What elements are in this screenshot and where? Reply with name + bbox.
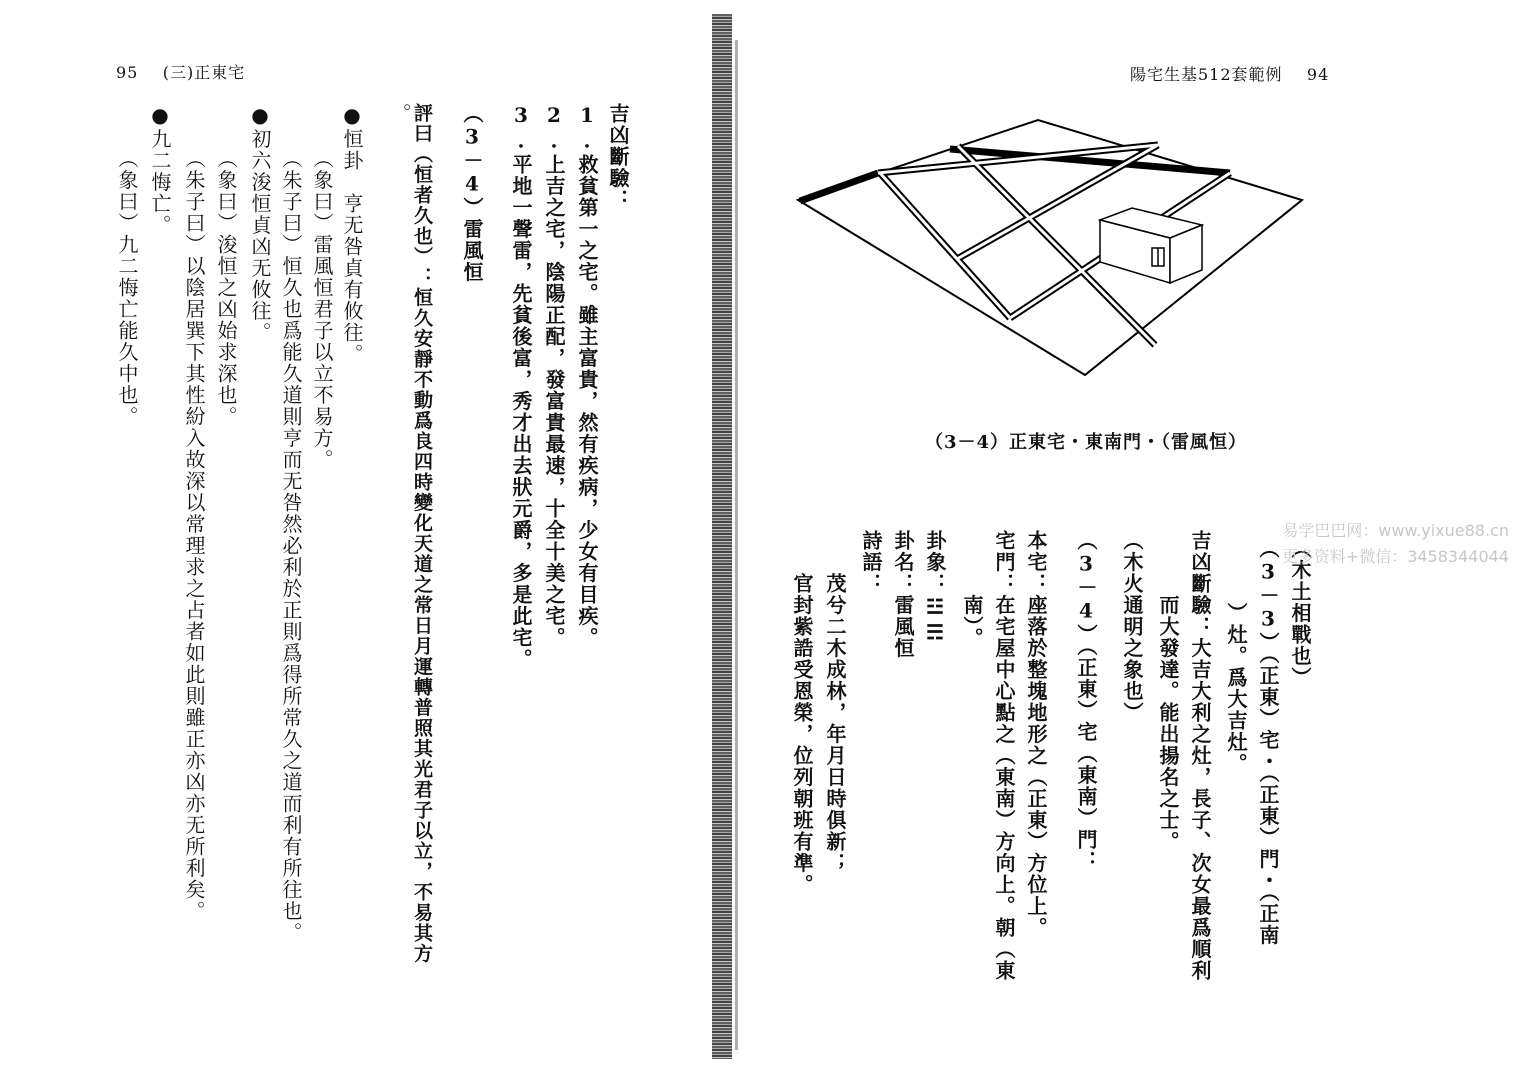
right-page-header [1130, 62, 1329, 85]
text-column: 2.上吉之宅，陰陽正配，發富貴最速，十全十美之宅。 [542, 103, 566, 649]
text-column: （朱子曰）恒久也爲能久道則亨而无咎然必利於正則爲得所常久之道而利有所往也。 [279, 148, 303, 944]
text-column: 吉凶斷驗： [606, 103, 630, 211]
text-column: 詩語： [859, 530, 883, 595]
text-column: （3－3）（正東）宅・（正東）門・（正南 [1256, 538, 1280, 946]
text-column: （象曰）雷風恒君子以立不易方。 [310, 148, 334, 471]
house-site-grid-diagram [790, 115, 1310, 385]
book-spine-shadow [735, 40, 738, 1050]
text-column: 宅門：在宅屋中心點之（東南）方向上。朝（東 [992, 530, 1016, 982]
left-running-head: (三)正東宅 [162, 63, 246, 82]
text-column: 而大發達。能出揚名之士。 [1156, 530, 1180, 853]
poem-line: 茂兮二木成林，年月日時俱新； [823, 530, 847, 874]
watermark-line: 更多资料+微信：3458344044 [1281, 547, 1509, 566]
right-page-number: 94 [1306, 65, 1330, 84]
section-heading: （3－4）雷風恒 [460, 103, 484, 283]
text-column: ●九二悔亡。 [148, 103, 172, 236]
left-page-header [116, 60, 245, 83]
text-column: （木土相戰也） [1288, 538, 1312, 689]
text-column: 本宅：座落於整塊地形之（正東）方位上。 [1024, 530, 1048, 939]
text-column: （木火通明之象也） [1120, 530, 1144, 724]
text-column: （象曰）九二悔亡能久中也。 [115, 148, 139, 428]
hexagram-line: 卦象：☳☴ [923, 530, 947, 646]
text-column: 1.救貧第一之宅。雖主富貴，然有疾病，少女有目疾。 [575, 103, 599, 649]
left-page-number: 95 [116, 63, 139, 82]
book-spine [712, 14, 732, 1059]
watermark-line: 易学巴巴网：www.yixue88.cn [1282, 521, 1509, 540]
text-column: ●初六浚恒貞凶无攸往。 [248, 103, 272, 344]
figure-caption: （3－4）正東宅・東南門・（雷風恒） [925, 432, 1248, 453]
text-column: （朱子曰）以陰居巽下其性紛入故深以常理求之占者如此則雖正亦凶亦无所利矣。 [182, 148, 206, 922]
right-running-head: 陽宅生基512套範例 [1130, 65, 1283, 84]
text-column: 。 [388, 103, 412, 125]
text-column: 南）。 [960, 530, 984, 649]
text-column: 評曰（恒者久也）：恒久安靜不動爲良四時變化天道之常日月運轉普照其光君子以立，不易其方 [411, 103, 433, 964]
text-column: 卦名：雷風恒 [891, 530, 915, 659]
poem-line: 官封紫誥受恩榮，位列朝班有準。 [790, 530, 814, 896]
text-column: ）灶。爲大吉灶。 [1224, 538, 1248, 775]
section-heading: （3－4）（正東）宅（東南）門： [1074, 530, 1098, 872]
text-column: （象曰）浚恒之凶始求深也。 [214, 148, 238, 428]
text-column: 吉凶斷驗：大吉大利之灶，長子、次女最爲順利 [1188, 530, 1212, 982]
text-column: 3.平地一聲雷，先貧後富，秀才出去狀元爵，多是此宅。 [509, 103, 533, 670]
text-column: ●恒卦 亨无咎貞有攸往。 [340, 103, 364, 365]
